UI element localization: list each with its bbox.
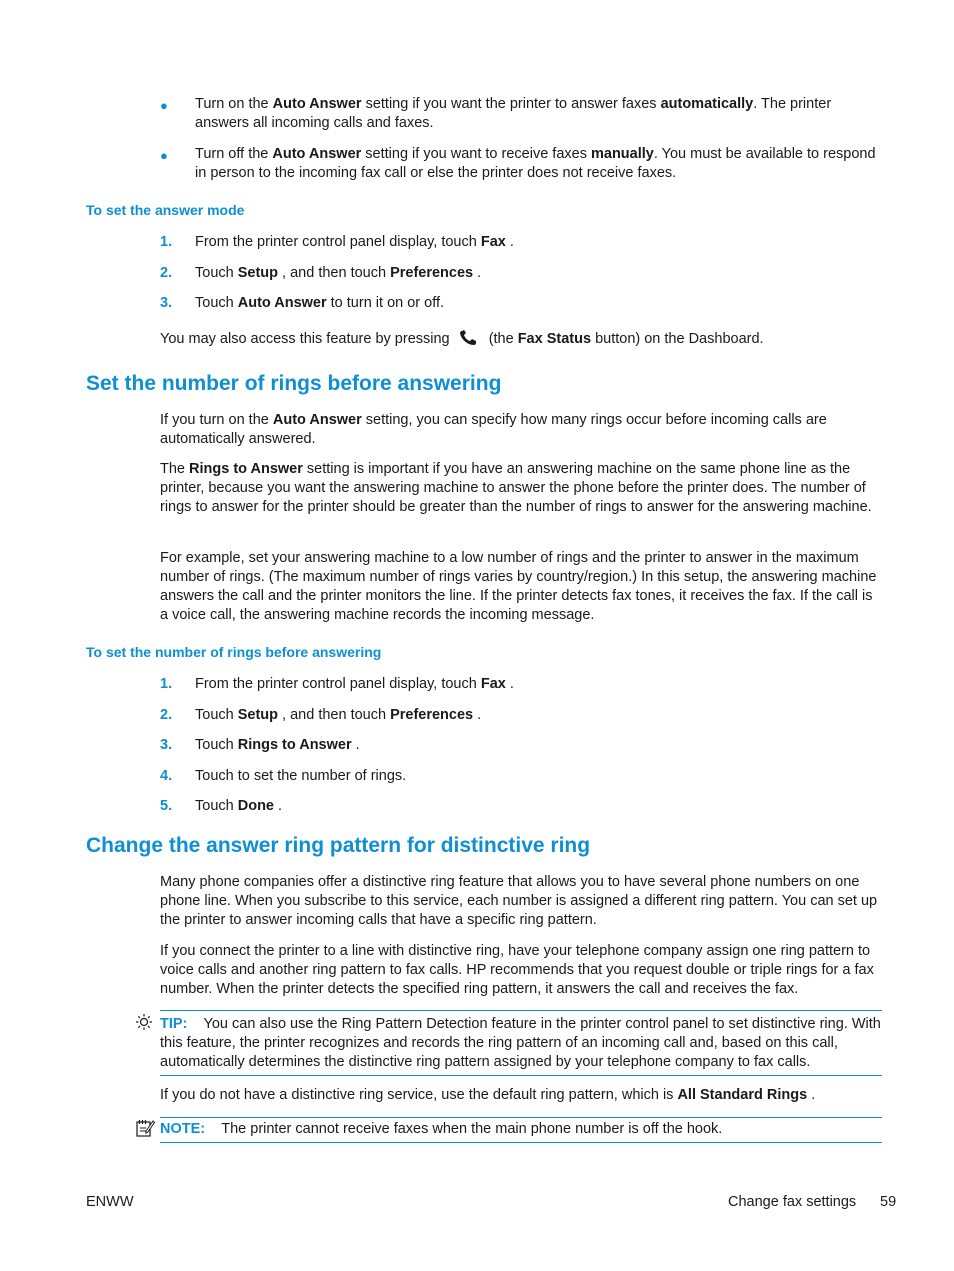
- step-number: 4.: [160, 768, 173, 784]
- step-number: 3.: [160, 295, 173, 311]
- note-bottom-rule: [160, 1142, 882, 1143]
- bullet-item: Turn off the Auto Answer setting if you want to receive faxes manually. You must be available to respond in person to the incoming fax call or else the printer does not receive faxes.: [195, 146, 876, 181]
- paragraph: If you connect the printer to a line with distinctive ring, have your telephone company assign one ring pattern to voice calls and another ring pattern to fax calls. HP recommends that you request double or triple rings for a fax number. When the printer detects the specified ring pattern, it answers the call and receives the fax.: [160, 943, 874, 997]
- lightbulb-icon: [135, 1013, 153, 1031]
- bullet-dot-icon: ●: [160, 98, 168, 113]
- tip-label: TIP:: [160, 1016, 188, 1032]
- note-text: NOTE: The printer cannot receive faxes when the main phone number is off the hook.: [160, 1121, 723, 1137]
- section-title: Change the answer ring pattern for distinctive ring: [86, 834, 591, 857]
- phone-icon: [458, 329, 480, 347]
- step-text: Touch Setup , and then touch Preferences .: [195, 707, 482, 723]
- paragraph: For example, set your answering machine to a low number of rings and the printer to answer in the maximum number of rings. (The maximum number of rings varies by country/region.) In this setup, the answering machine answers the call and the printer monitors the line. If the printer detects fax tones, it receives the fax. If the call is a voice call, the answering machine records the incoming message.: [160, 550, 877, 623]
- paragraph: The Rings to Answer setting is important if you have an answering machine on the same phone line as the printer, because you want the answering machine to answer the phone before the printer does. The number of rings to answer for the printer should be greater than the number of rings to answer for the answering machine.: [160, 461, 872, 515]
- page-number: 59: [880, 1194, 897, 1210]
- access-note: You may also access this feature by pressing (the Fax Status button) on the Dashboard.: [160, 331, 764, 347]
- procedure-heading: To set the answer mode: [86, 202, 245, 218]
- footer-title: Change fax settings: [728, 1194, 857, 1210]
- tip-top-rule: [160, 1010, 882, 1011]
- step-number: 1.: [160, 234, 173, 250]
- paragraph: If you do not have a distinctive ring service, use the default ring pattern, which is All Standard Rings .: [160, 1087, 816, 1103]
- bullet-item: Turn on the Auto Answer setting if you want the printer to answer faxes automatically. The printer answers all incoming calls and faxes.: [195, 96, 832, 131]
- footer-left: ENWW: [86, 1194, 134, 1210]
- step-text: From the printer control panel display, touch Fax .: [195, 676, 514, 692]
- step-number: 2.: [160, 707, 173, 723]
- step-text: Touch Auto Answer to turn it on or off.: [195, 295, 445, 311]
- note-label: NOTE:: [160, 1121, 206, 1137]
- section-title: Set the number of rings before answering: [86, 372, 502, 395]
- step-text: Touch Rings to Answer .: [195, 737, 360, 753]
- paragraph: If you turn on the Auto Answer setting, you can specify how many rings occur before incoming calls are automatically answered.: [160, 412, 827, 447]
- step-number: 5.: [160, 798, 173, 814]
- step-text: Touch Done .: [195, 798, 283, 814]
- note-top-rule: [160, 1117, 882, 1118]
- procedure-heading: To set the number of rings before answering: [86, 644, 382, 660]
- step-text: Touch to set the number of rings.: [195, 768, 407, 784]
- note-pencil-icon: [135, 1118, 155, 1138]
- step-number: 2.: [160, 265, 173, 281]
- paragraph: Many phone companies offer a distinctive ring feature that allows you to have several phone numbers on one phone line. When you subscribe to this service, each number is assigned a different ring pattern. You can set up the printer to answer incoming calls that have a specific ring pattern.: [160, 874, 878, 928]
- bullet-dot-icon: ●: [160, 148, 168, 163]
- tip-text: TIP: You can also use the Ring Pattern Detection feature in the printer control panel to set distinctive ring. With this feature, the printer recognizes and records the ring pattern of an incoming call and, based on this call, automatically determines the distinctive ring pattern assigned by your telephone company to fax calls.: [160, 1016, 881, 1070]
- step-text: From the printer control panel display, touch Fax .: [195, 234, 514, 250]
- tip-bottom-rule: [160, 1075, 882, 1076]
- step-number: 1.: [160, 676, 173, 692]
- step-number: 3.: [160, 737, 173, 753]
- step-text: Touch Setup , and then touch Preferences .: [195, 265, 482, 281]
